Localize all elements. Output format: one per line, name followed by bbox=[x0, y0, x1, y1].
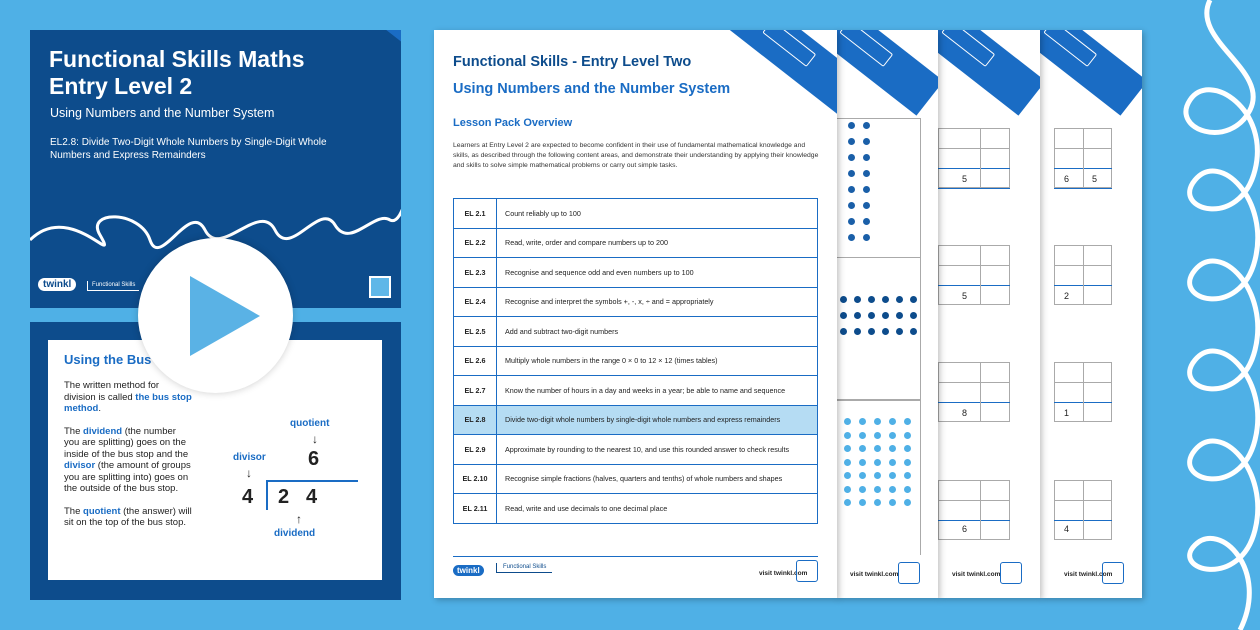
counting-dot bbox=[889, 499, 896, 506]
counting-dot bbox=[854, 296, 861, 303]
counting-dot bbox=[844, 418, 851, 425]
digit: 2 bbox=[1064, 291, 1070, 301]
quality-seal-icon bbox=[1000, 562, 1022, 584]
text: The written method for division is called bbox=[64, 380, 160, 403]
worksheet-page-4[interactable] bbox=[1040, 30, 1142, 598]
counting-dot bbox=[848, 202, 855, 209]
table-row bbox=[454, 464, 818, 494]
counting-dot bbox=[863, 202, 870, 209]
table-row bbox=[454, 258, 818, 288]
play-icon bbox=[190, 276, 260, 356]
counting-dot bbox=[863, 170, 870, 177]
counting-dot bbox=[904, 472, 911, 479]
table-row bbox=[454, 199, 818, 229]
counting-dot bbox=[859, 472, 866, 479]
doc-subheading: Using Numbers and the Number System bbox=[453, 81, 731, 97]
objective-code: EL 2.5 bbox=[454, 317, 497, 347]
visit-link[interactable]: visit twinkl.com bbox=[759, 570, 808, 577]
quality-seal-icon bbox=[1102, 562, 1124, 584]
objective-code: EL 2.7 bbox=[454, 376, 497, 406]
arrow-down-icon: ↓ bbox=[312, 432, 318, 446]
counting-dot bbox=[840, 296, 847, 303]
objective-description: Read, write and use decimals to one decimal place bbox=[497, 494, 818, 524]
objective-code: EL 2.1 bbox=[454, 199, 497, 229]
quotient-value: 6 bbox=[308, 448, 320, 470]
objective-code: EL 2.8 bbox=[454, 405, 497, 435]
table-row bbox=[454, 346, 818, 376]
counting-dot bbox=[910, 328, 917, 335]
divisor-value: 4 bbox=[242, 486, 254, 508]
slide2-title: Using the Bus bbox=[64, 352, 152, 367]
objective-description: Know the number of hours in a day and weeks in a year; be able to name and sequence bbox=[497, 376, 818, 406]
text: The bbox=[64, 425, 84, 437]
counting-dot bbox=[874, 472, 881, 479]
counting-dot bbox=[889, 445, 896, 452]
quality-badge-icon bbox=[369, 276, 391, 298]
counting-dot bbox=[844, 459, 851, 466]
counting-dot bbox=[874, 499, 881, 506]
visit-link[interactable]: visit twinkl.com bbox=[850, 571, 899, 578]
dividend-digit: 4 bbox=[306, 486, 318, 508]
counting-dot bbox=[904, 486, 911, 493]
highlight: dividend bbox=[83, 425, 123, 437]
slide-objective: EL2.8: Divide Two-Digit Whole Numbers by Single-Digit Whole Numbers and Express Remainders bbox=[50, 137, 327, 161]
counting-dot bbox=[863, 186, 870, 193]
digit: 5 bbox=[962, 174, 968, 184]
intro-text: Learners at Entry Level 2 are expected to become confident in their use of fundamental mathematical knowledge and skills, as described through the following content areas, and demonstrate their understanding by applying their knowledge and skills to solve simple mathematical problems or carry out simple tasks. bbox=[453, 142, 819, 169]
digit: 1 bbox=[1064, 408, 1070, 418]
counting-dot bbox=[889, 472, 896, 479]
counting-dot bbox=[882, 312, 889, 319]
objective-description: Multiply whole numbers in the range 0 × 0 to 12 × 12 (times tables) bbox=[497, 346, 818, 376]
counting-dot bbox=[863, 154, 870, 161]
lesson-overview-page[interactable] bbox=[434, 30, 837, 598]
counting-dot bbox=[848, 218, 855, 225]
counting-dot bbox=[844, 432, 851, 439]
counting-dot bbox=[868, 328, 875, 335]
objective-code: EL 2.3 bbox=[454, 258, 497, 288]
counting-dot bbox=[868, 312, 875, 319]
twinkl-logo: twinkl bbox=[38, 278, 76, 291]
table-row bbox=[454, 405, 818, 435]
dividend-digit: 2 bbox=[278, 486, 290, 508]
text: (the amount of groups you are splitting into) goes on the outside of the bus stop. bbox=[64, 460, 191, 494]
counting-dot bbox=[882, 328, 889, 335]
counting-dot bbox=[863, 122, 870, 129]
objective-code: EL 2.10 bbox=[454, 464, 497, 494]
counting-dot bbox=[896, 312, 903, 319]
counting-dot bbox=[904, 418, 911, 425]
counting-dot bbox=[840, 312, 847, 319]
highlight: divisor bbox=[64, 460, 96, 471]
doc-heading: Functional Skills - Entry Level Two bbox=[453, 54, 692, 70]
highlight: the bus stop method bbox=[64, 391, 192, 414]
counting-dot bbox=[910, 296, 917, 303]
counting-dot bbox=[848, 154, 855, 161]
quality-seal-icon bbox=[898, 562, 920, 584]
counting-dot bbox=[859, 459, 866, 466]
digit: 8 bbox=[962, 408, 968, 418]
counting-dot bbox=[896, 328, 903, 335]
footer-divider bbox=[453, 556, 818, 557]
objective-description: Read, write, order and compare numbers up to 200 bbox=[497, 228, 818, 258]
section-heading: Lesson Pack Overview bbox=[453, 117, 573, 129]
bus-stop-diagram bbox=[228, 418, 368, 568]
visit-link[interactable]: visit twinkl.com bbox=[1064, 571, 1113, 578]
counting-dot bbox=[844, 499, 851, 506]
counting-dot bbox=[848, 186, 855, 193]
objective-description: Add and subtract two-digit numbers bbox=[497, 317, 818, 347]
counting-dot bbox=[874, 418, 881, 425]
quotient-label: quotient bbox=[290, 418, 330, 429]
twinkl-logo: twinkl bbox=[453, 565, 484, 576]
ruler-corner-icon bbox=[1040, 30, 1142, 116]
visit-link[interactable]: visit twinkl.com bbox=[952, 571, 1001, 578]
table-row bbox=[454, 228, 818, 258]
digit: 6 bbox=[1064, 174, 1070, 184]
arrow-up-icon: ↑ bbox=[296, 512, 302, 526]
objective-code: EL 2.6 bbox=[454, 346, 497, 376]
counting-dot bbox=[896, 296, 903, 303]
counting-dot bbox=[889, 432, 896, 439]
digit: 5 bbox=[1092, 174, 1098, 184]
text: The bbox=[64, 505, 84, 517]
counting-dot bbox=[848, 170, 855, 177]
counting-dot bbox=[889, 459, 896, 466]
counting-dot bbox=[848, 122, 855, 129]
ruler-corner-icon bbox=[938, 30, 1040, 116]
counting-dot bbox=[854, 328, 861, 335]
counting-dot bbox=[863, 138, 870, 145]
slide2-body bbox=[64, 380, 192, 540]
objective-description: Recognise simple fractions (halves, quarters and tenths) of whole numbers and shapes bbox=[497, 464, 818, 494]
counting-dot bbox=[882, 296, 889, 303]
counting-dot bbox=[844, 445, 851, 452]
play-button[interactable] bbox=[138, 238, 293, 393]
dividend-label: dividend bbox=[274, 528, 316, 539]
objective-description: Approximate by rounding to the nearest 10, and use this rounded answer to check results bbox=[497, 435, 818, 465]
counting-dot bbox=[844, 486, 851, 493]
text: . bbox=[98, 403, 101, 414]
counting-dot bbox=[910, 312, 917, 319]
counting-dot bbox=[859, 418, 866, 425]
functional-skills-logo: Functional Skills bbox=[496, 563, 552, 573]
slide-title: Functional Skills Maths Entry Level 2 bbox=[49, 46, 305, 99]
counting-dot bbox=[904, 499, 911, 506]
table-row bbox=[454, 317, 818, 347]
objective-code: EL 2.4 bbox=[454, 287, 497, 317]
table-row bbox=[454, 376, 818, 406]
table-row bbox=[454, 435, 818, 465]
counting-dot bbox=[859, 499, 866, 506]
objective-code: EL 2.2 bbox=[454, 228, 497, 258]
text: (the number you are splitting) goes on the inside of the bus stop and the bbox=[64, 425, 189, 460]
counting-dot bbox=[859, 486, 866, 493]
counting-dot bbox=[848, 138, 855, 145]
counting-dot bbox=[904, 432, 911, 439]
objective-description: Recognise and sequence odd and even numbers up to 100 bbox=[497, 258, 818, 288]
table-row bbox=[454, 494, 818, 524]
counting-dot bbox=[840, 328, 847, 335]
objective-description: Divide two-digit whole numbers by single-digit whole numbers and express remainders bbox=[497, 405, 818, 435]
highlight: quotient bbox=[83, 505, 121, 517]
table-row bbox=[454, 287, 818, 317]
bus-stop-line bbox=[266, 480, 268, 510]
counting-dot bbox=[889, 418, 896, 425]
objective-code: EL 2.9 bbox=[454, 435, 497, 465]
counting-dot bbox=[859, 445, 866, 452]
digit: 4 bbox=[1064, 524, 1070, 534]
functional-skills-logo: Functional Skills bbox=[87, 281, 139, 291]
counting-dot bbox=[904, 459, 911, 466]
digit: 5 bbox=[962, 291, 968, 301]
counting-dot bbox=[863, 234, 870, 241]
counting-dot bbox=[859, 432, 866, 439]
counting-dot bbox=[904, 445, 911, 452]
counting-dot bbox=[889, 486, 896, 493]
objective-description: Count reliably up to 100 bbox=[497, 199, 818, 229]
squiggle-decoration bbox=[1130, 0, 1260, 630]
arrow-down-icon: ↓ bbox=[246, 466, 252, 480]
counting-dot bbox=[874, 445, 881, 452]
divisor-label: divisor bbox=[233, 452, 266, 463]
objective-description: Recognise and interpret the symbols +, -, x, ÷ and = appropriately bbox=[497, 287, 818, 317]
counting-dot bbox=[874, 486, 881, 493]
bus-stop-line bbox=[266, 480, 358, 482]
text: (the answer) will sit on the top of the bus stop. bbox=[64, 505, 192, 528]
quality-seal-icon bbox=[796, 560, 818, 582]
ruler-corner-icon bbox=[836, 30, 938, 116]
slide-subtitle: Using Numbers and the Number System bbox=[50, 106, 275, 120]
counting-dot bbox=[844, 472, 851, 479]
counting-dot bbox=[874, 432, 881, 439]
objective-code: EL 2.11 bbox=[454, 494, 497, 524]
counting-dot bbox=[848, 234, 855, 241]
digit: 6 bbox=[962, 524, 968, 534]
objectives-table bbox=[453, 198, 818, 524]
worksheet-page-3[interactable] bbox=[938, 30, 1040, 598]
worksheet-page-2[interactable] bbox=[836, 30, 938, 598]
ruler-corner-icon bbox=[705, 30, 837, 116]
counting-dot bbox=[863, 218, 870, 225]
counting-dot bbox=[854, 312, 861, 319]
counting-dot bbox=[874, 459, 881, 466]
counting-dot bbox=[868, 296, 875, 303]
